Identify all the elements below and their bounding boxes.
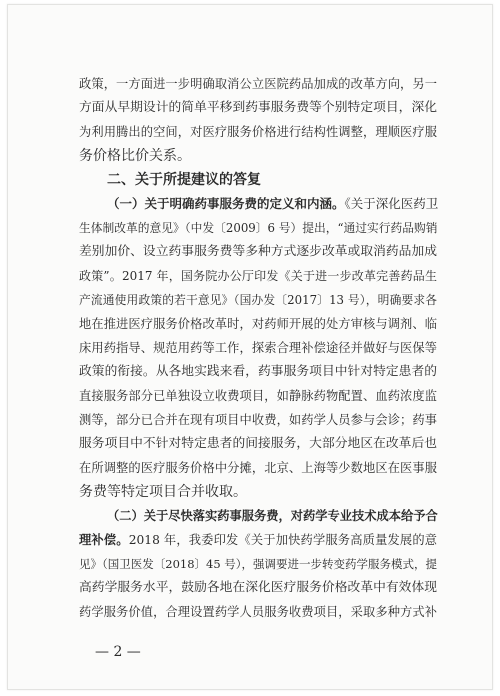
paragraph-one-first-line: [107, 192, 437, 216]
text-line: 见》（国卫医发〔2018〕45 号），强调要进一步转变药学服务模式，提: [79, 557, 438, 571]
text-line: 差别加价、设立药事服务费等多种方式逐步改革或取消药品加成: [79, 244, 437, 259]
text-line: 测等，部分已合并在现有项目中收费，如药学人员参与会诊；药事: [79, 413, 437, 427]
text-line: 在所调整的医疗服务价格中分摊，北京、上海等少数地区在医事服: [79, 461, 437, 475]
paragraph-two-second-line: [79, 528, 437, 552]
text-line: 政策的衔接。从各地实践来看，药事服务项目中针对特定患者的: [79, 364, 437, 379]
paragraph-two-lead-end: 理补偿。: [79, 532, 129, 547]
paragraph-one-lead: （一）关于明确药事服务费的定义和内涵。: [107, 196, 345, 211]
section-heading: 二、关于所提建议的答复: [107, 172, 261, 188]
text-line: 生体制改革的意见》（中发〔2009〕6 号）提出，“通过实行药品购销: [79, 221, 438, 235]
page-number: — 2 —: [95, 644, 141, 660]
text-line: 床用药指导、规范用药等工作，探索合理补偿途径并做好与医保等: [79, 341, 437, 355]
text-line: 方面从早期设计的简单平移到药事服务费等个别特定项目，深化: [79, 100, 437, 115]
text-line: 服务项目中不针对特定患者的间接服务，大部分地区在改革后也: [79, 436, 437, 451]
document-page: [7, 4, 493, 690]
text-line: 地在推进医疗服务价格改革时，对药师开展的处方审核与调剂、临: [79, 317, 437, 331]
paragraph-two-text: 2018 年，我委印发《关于加快药学服务高质量发展的意: [128, 533, 437, 547]
text-line: 政策”。2017 年，国务院办公厅印发《关于进一步改革完善药品生: [79, 269, 437, 283]
text-line: 药学服务价值，合理设置药学人员服务收费项目，采取多种方式补: [79, 605, 437, 619]
text-line: 为利用腾出的空间，对医疗服务价格进行结构性调整，理顺医疗服: [79, 125, 437, 139]
text-line: 务价格比价关系。: [79, 148, 191, 164]
text-line: 高药学服务水平，鼓励各地在深化医疗服务价格改革中有效体现: [79, 580, 437, 595]
paragraph-one-text: 《关于深化医药卫: [344, 196, 439, 211]
text-line: 直接服务部分已单独设立收费项目，如静脉药物配置、血药浓度监: [79, 389, 437, 403]
text-line: 务费等特定项目合并收取。: [79, 484, 247, 500]
paragraph-two-lead-line: （二）关于尽快落实药事服务费，对药学专业技术成本给予合: [107, 508, 438, 523]
text-line: 产流通使用政策的若干意见》（国办发〔2017〕13 号），明确要求各: [79, 293, 437, 307]
text-line: 政策，一方面进一步明确取消公立医院药品加成的改革方向，另一: [79, 77, 437, 91]
